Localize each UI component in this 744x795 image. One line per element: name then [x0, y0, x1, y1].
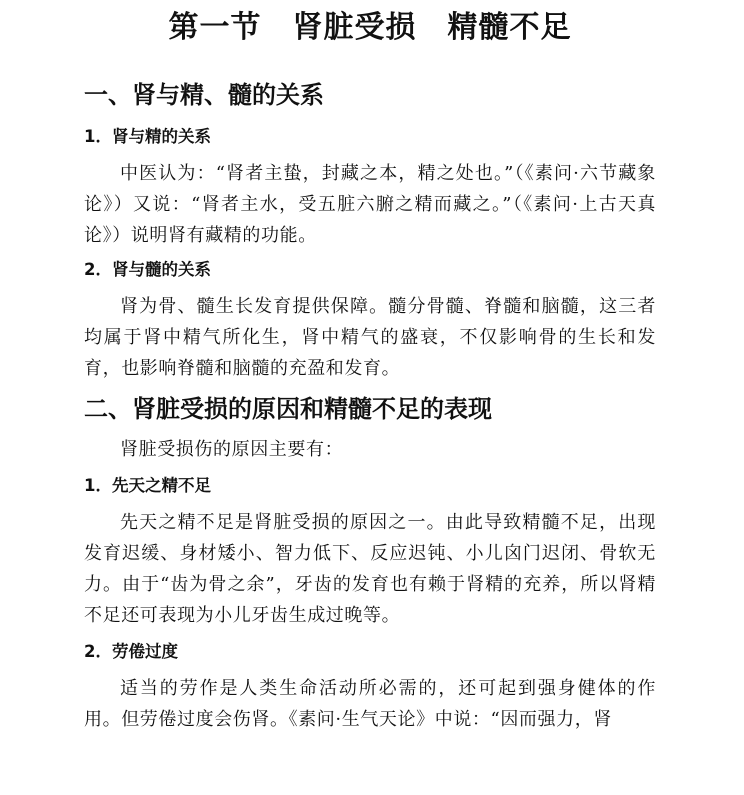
section-2	[84, 392, 656, 735]
section-heading: 二、肾脏受损的原因和精髓不足的表现	[84, 395, 492, 423]
subsection-heading: 2．劳倦过度	[84, 642, 178, 661]
paragraph: 适当的劳作是人类生命活动所必需的，还可起到强身健体的作用。但劳倦过度会伤肾。《素问·生气天论》中说：“因而强力，肾	[84, 678, 656, 730]
subsection-heading: 1．先天之精不足	[84, 476, 211, 495]
subsection-heading: 1．肾与精的关系	[84, 127, 211, 146]
page-title: 第一节 肾脏受损 精髓不足	[168, 10, 572, 45]
paragraph: 先天之精不足是肾脏受损的原因之一。由此导致精髓不足，出现发育迟缓、身材矮小、智力低下、反应迟钝、小儿囟门迟闭、骨软无力。由于“齿为骨之余”，牙齿的发育也有赖于肾精的充养，所以肾精不足还可表现为小儿牙齿生成过晚等。	[84, 512, 656, 626]
document-page	[84, 0, 656, 735]
section-intro: 肾脏受损伤的原因主要有：	[120, 439, 344, 460]
section-heading: 一、肾与精、髓的关系	[84, 81, 324, 109]
section-1	[84, 78, 656, 384]
subsection-heading: 2．肾与髓的关系	[84, 260, 211, 279]
paragraph: 中医认为：“肾者主蛰，封藏之本，精之处也。”（《素问·六节藏象论》）又说：“肾者主水，受五脏六腑之精而藏之。”（《素问·上古天真论》）说明肾有藏精的功能。	[84, 163, 656, 246]
paragraph: 肾为骨、髓生长发育提供保障。髓分骨髓、脊髓和脑髓，这三者均属于肾中精气所化生，肾中精气的盛衰，不仅影响骨的生长和发育，也影响脊髓和脑髓的充盈和发育。	[84, 296, 656, 379]
